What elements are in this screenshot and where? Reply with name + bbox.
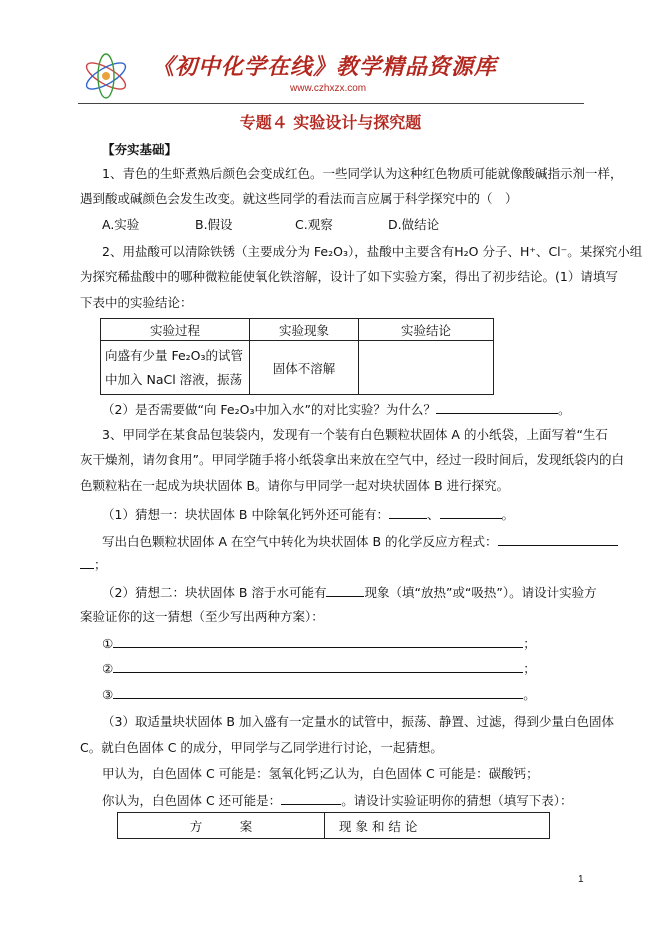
you-opinion-suffix: 。请设计实验证明你的猜想（填写下表）： [341,793,573,808]
plan-2-end: ； [523,661,536,676]
page-number: 1 [578,874,584,885]
you-opinion [102,792,572,809]
guess2-heat-blank[interactable] [326,584,364,597]
header-title: 《初中化学在线》教学精品资源库 [152,54,498,80]
q3-line1: 3、甲同学在某食品包装袋内，发现有一个装有白色颗粒状固体 A 的小纸袋，上面写着“生石 [102,427,608,442]
q3-equation [102,533,618,550]
q2-sub2-prompt: （2）是否需要做“向 Fe₂O₃中加入水”的对比实验？为什么？ [102,402,436,417]
section-label: 【夯实基础】 [102,142,178,157]
header-divider [78,103,584,104]
you-opinion-prefix: 你认为，白色固体 C 还可能是： [102,793,282,808]
q1-option-b: B.假设 [195,217,233,232]
table-cell-conclusion[interactable] [359,341,494,395]
table-header-process: 实验过程 [101,319,250,341]
q1-line1: 1、青色的生虾煮熟后颜色会变成红色。一些同学认为这种红色物质可能就像酸碱指示剂一样， [102,166,623,181]
plan-table [117,812,550,839]
table-header-conclusion: 实验结论 [359,319,494,341]
q3-guess1 [102,506,514,523]
q2-sub2-answer-blank[interactable] [436,401,558,414]
plan-2 [102,660,536,677]
q2-line1: 2、用盐酸可以清除铁锈（主要成分为 Fe₂O₃），盐酸中主要含有H₂O 分子、H⁺、Cl⁻。某探究小组 [102,244,643,259]
q3-guess2-line1 [102,584,597,601]
plan-1-blank[interactable] [113,635,523,648]
process-line1: 向盛有少量 Fe₂O₃的试管 [105,347,244,363]
q1-line2: 遇到酸或碱颜色会发生改变。就这些同学的看法而言应属于科学探究中的（ ） [80,191,518,206]
equation-semicolon: ； [94,557,107,572]
guess1-blank-2[interactable] [440,506,502,519]
experiment-table [100,318,494,395]
q2-line3: 下表中的实验结论： [80,295,193,310]
plan-3-marker: ③ [102,687,114,702]
q3-equation-cont [80,556,107,573]
plan-3 [102,686,536,703]
plan-table-header-plan: 方 案 [118,813,325,839]
guess1-separator: 、 [426,507,440,522]
table-header-phenomenon: 实验现象 [250,319,359,341]
header-url[interactable]: www.czhxzx.com [290,83,367,94]
document-title: 专题４ 实验设计与探究题 [239,113,422,132]
q3-guess2-prompt-b: 现象（填“放热”或“吸热”）。请设计实验方 [364,585,597,600]
q2-sub2 [102,401,570,418]
table-cell-phenomenon: 固体不溶解 [250,341,359,395]
q3-line3: 色颗粒粘在一起成为块状固体 B。请你与甲同学一起对块状固体 B 进行探究。 [80,478,510,493]
table-cell-process [101,341,250,395]
q1-option-a: A.实验 [102,217,140,232]
atom-logo-icon [78,52,134,100]
process-line2: 中加入 NaCl 溶液，振荡 [105,371,243,387]
guess1-period: 。 [501,507,515,522]
plan-2-marker: ② [102,661,114,676]
yi-opinion: 乙认为，白色固体 C 可能是：碳酸钙； [322,766,539,781]
q3-guess2-prompt-a: （2）猜想二：块状固体 B 溶于水可能有 [102,585,327,600]
q1-option-c: C.观察 [295,217,333,232]
q3-guess2-line2: 案验证你的这一猜想（至少写出两种方案）： [80,609,324,624]
q3-guess1-prompt: （1）猜想一：块状固体 B 中除氧化钙外还可能有： [102,507,389,522]
q1-option-d: D.做结论 [388,217,440,232]
q2-line2: 为探究稀盐酸中的哪种微粒能使氧化铁溶解，设计了如下实验方案，得出了初步结论。(1）请填写 [80,269,618,284]
plan-table-header-result: 现 象 和 结 论 [325,813,550,839]
q2-sub2-end: 。 [557,402,571,417]
equation-blank-2[interactable] [80,556,94,569]
you-opinion-blank[interactable] [281,792,341,805]
plan-3-end: 。 [523,687,536,702]
guess1-blank-1[interactable] [389,506,427,519]
plan-3-blank[interactable] [113,686,523,699]
plan-2-blank[interactable] [113,660,523,673]
q3-sub3-line2: C。就白色固体 C 的成分，甲同学与乙同学进行讨论，一起猜想。 [80,740,443,755]
plan-1 [102,635,536,652]
equation-blank-1[interactable] [498,533,618,546]
plan-1-marker: ① [102,636,114,651]
q3-equation-prompt: 写出白色颗粒状固体 A 在空气中转化为块状固体 B 的化学反应方程式： [102,534,498,549]
jia-opinion: 甲认为，白色固体 C 可能是：氢氧化钙； [102,766,332,781]
q3-sub3-line1: （3）取适量块状固体 B 加入盛有一定量水的试管中，振荡、静置、过滤，得到少量白色固体 [102,714,614,729]
q3-line2: 灰干燥剂，请勿食用”。甲同学随手将小纸袋拿出来放在空气中，经过一段时间后，发现纸袋内的白 [80,452,624,467]
plan-1-end: ； [523,636,536,651]
